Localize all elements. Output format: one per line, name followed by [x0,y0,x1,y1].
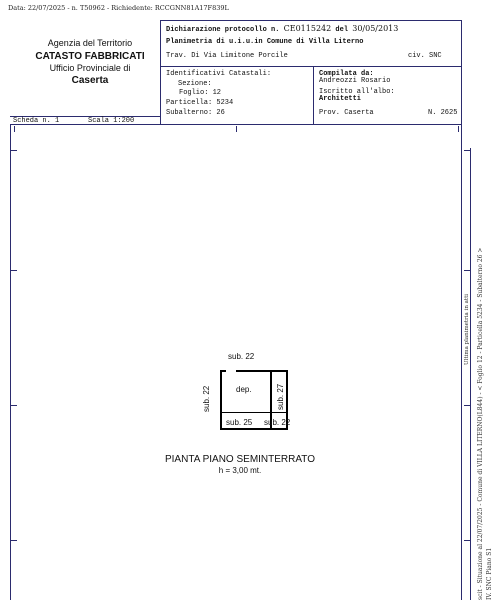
scheda-label: Scheda n. 1 [13,117,60,125]
compiler-title: Compilata da: [319,70,374,78]
declaration-label: Dichiarazione protocollo n. [166,26,280,34]
frame-left-vertical [160,20,161,125]
declaration-row [166,24,398,34]
tick-mark [464,540,470,541]
registration-number: N. 2625 [428,109,458,117]
print-info: Data: 22/07/2025 - n. T50962 - Richiedente: RCCGNN81A17F839L [8,4,229,12]
plan-title: PIANTA PIANO SEMINTERRATO [164,454,316,465]
scala-label: Scala 1:200 [88,117,135,125]
outer-frame-right [470,148,471,600]
door-opening [226,370,236,372]
catasto-title: CATASTO FABBRICATI [35,51,145,62]
office-city: Caserta [71,75,109,86]
wall-lower-divider [220,412,288,413]
tick-mark [236,126,237,132]
tick-mark [11,405,17,406]
label-sub-right-vert: sub. 27 [276,383,285,410]
label-dep: dep. [236,385,252,394]
agency-block [20,38,160,86]
plan-height: h = 3,00 mt. [218,466,262,475]
label-sub-bottom-right: sub. 22 [264,418,291,427]
planimetry-line: Planimetria di u.i.u.in Comune di Villa Literno [166,38,364,46]
tick-mark [11,150,17,151]
wall-left [220,370,222,430]
tick-mark [464,270,470,271]
subalterno-field: Subalterno: 26 [166,109,225,117]
frame-top-line [160,20,462,21]
tick-mark [14,126,15,132]
frame-mid-line [160,66,462,67]
civic-number: civ. SNC [408,52,442,60]
tick-mark [464,150,470,151]
label-sub-top: sub. 22 [228,352,255,361]
drawing-frame-right [461,124,462,600]
agency-name: Agenzia del Territorio [47,38,133,48]
particella-field: Particella: 5234 [166,99,234,107]
tick-mark [458,126,459,132]
office-label: Ufficio Provinciale di [49,63,131,73]
protocol-number: CE0115242 [283,24,332,33]
frame-col-divider [313,66,314,125]
label-sub-bottom-left: sub. 25 [226,418,253,427]
registered-label: Iscritto all'albo: [319,88,395,96]
identifiers-title: Identificativi Catastali: [166,70,272,78]
side-text-last-planimetry: Ultima planimetria in atti [464,293,470,365]
tick-mark [11,540,17,541]
tick-mark [11,270,17,271]
profession: Architetti [319,95,362,103]
sezione-field: Sezione: [178,80,212,88]
floor-plan [200,352,310,455]
foglio-field: Foglio: 12 [179,89,222,97]
wall-bottom [220,428,288,430]
frame-right-vertical [461,20,462,125]
side-text-floor: IV. SNC Piano S1 [486,547,493,600]
del-label: del [335,26,349,34]
label-sub-left: sub. 22 [202,385,211,412]
compiler-name: Andreozzi Rosario [319,77,391,85]
province: Prov. Caserta [319,109,374,117]
drawing-frame-left [10,124,11,600]
address-line: Trav. Di Via Limitone Porcile [166,52,288,60]
side-text-situation: scit - Situazione al 22/07/2025 - Comune di VILLA LITERNO(L844) - < Foglio 12 - Particella 5234 - Subalterno 26 > [477,247,484,600]
declaration-date: 30/05/2013 [352,24,399,33]
frame-bottom-line [10,124,462,125]
tick-mark [464,405,470,406]
